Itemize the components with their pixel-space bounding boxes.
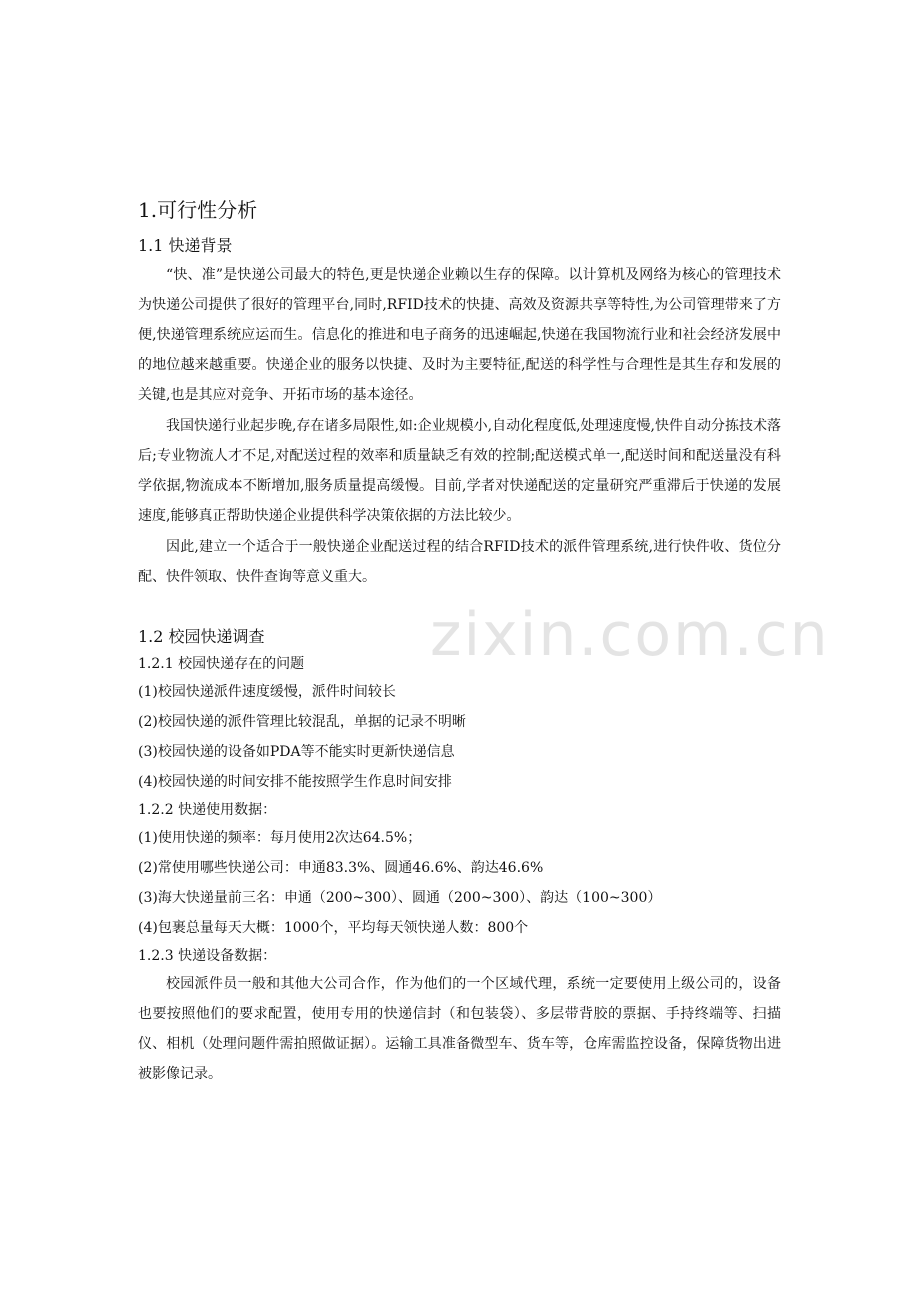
heading-feasibility-analysis: 1.可行性分析	[138, 198, 258, 222]
heading-campus-problems: 1.2.1 校园快递存在的问题	[138, 656, 305, 672]
heading-campus-survey: 1.2 校园快递调查	[138, 627, 265, 646]
heading-equipment-data: 1.2.3 快递设备数据：	[138, 948, 277, 964]
list-item: (2)校园快递的派件管理比较混乱，单据的记录不明晰	[138, 714, 466, 730]
list-item: (1)使用快递的频率：每月使用2次达64.5%；	[138, 830, 422, 846]
list-item: (4)校园快递的时间安排不能按照学生作息时间安排	[138, 774, 452, 790]
list-item: (3)海大快递量前三名：申通（200~300）、圆通（200~300）、韵达（100~300）	[138, 890, 662, 906]
list-item: (1)校园快递派件速度缓慢，派件时间较长	[138, 684, 396, 700]
paragraph-background-3: 因此,建立一个适合于一般快递企业配送过程的结合RFID技术的派件管理系统,进行快件收、货位分配、快件领取、快件查询等意义重大。	[138, 539, 781, 585]
list-item: (4)包裹总量每天大概：1000个，平均每天领快递人数：800个	[138, 920, 529, 936]
heading-express-background: 1.1 快递背景	[138, 236, 233, 255]
heading-usage-data: 1.2.2 快递使用数据：	[138, 802, 277, 818]
list-item: (2)常使用哪些快递公司：申通83.3%、圆通46.6%、韵达46.6%	[138, 860, 544, 876]
paragraph-equipment: 校园派件员一般和其他大公司合作，作为他们的一个区域代理，系统一定要使用上级公司的，设备也要按照他们的要求配置，使用专用的快递信封（和包装袋）、多层带背胶的票据、手持终端等、扫描仪、相机（处理问题件需拍照做证据）。运输工具准备微型车、货车等，仓库需监控设备，保障货物出进被影像记录。	[138, 976, 781, 1082]
watermark: zixin.com.cn	[430, 600, 830, 670]
list-item: (3)校园快递的设备如PDA等不能实时更新快递信息	[138, 744, 455, 760]
paragraph-background-1: “快、准”是快递公司最大的特色,更是快递企业赖以生存的保障。以计算机及网络为核心的管理技术为快递公司提供了很好的管理平台,同时,RFID技术的快捷、高效及资源共享等特性,为公司管理带来了方便,快递管理系统应运而生。信息化的推进和电子商务的迅速崛起,快递在我国物流行业和社会经济发展中的地位越来越重要。快递企业的服务以快捷、及时为主要特征,配送的科学性与合理性是其生存和发展的关键,也是其应对竞争、开拓市场的基本途径。	[138, 267, 781, 403]
paragraph-background-2: 我国快递行业起步晚,存在诸多局限性,如:企业规模小,自动化程度低,处理速度慢,快件自动分拣技术落后;专业物流人才不足,对配送过程的效率和质量缺乏有效的控制;配送模式单一,配送时间和配送量没有科学依据,物流成本不断增加,服务质量提高缓慢。目前,学者对快递配送的定量研究严重滞后于快递的发展速度,能够真正帮助快递企业提供科学决策依据的方法比较少。	[138, 418, 781, 524]
document-page	[138, 196, 781, 1090]
